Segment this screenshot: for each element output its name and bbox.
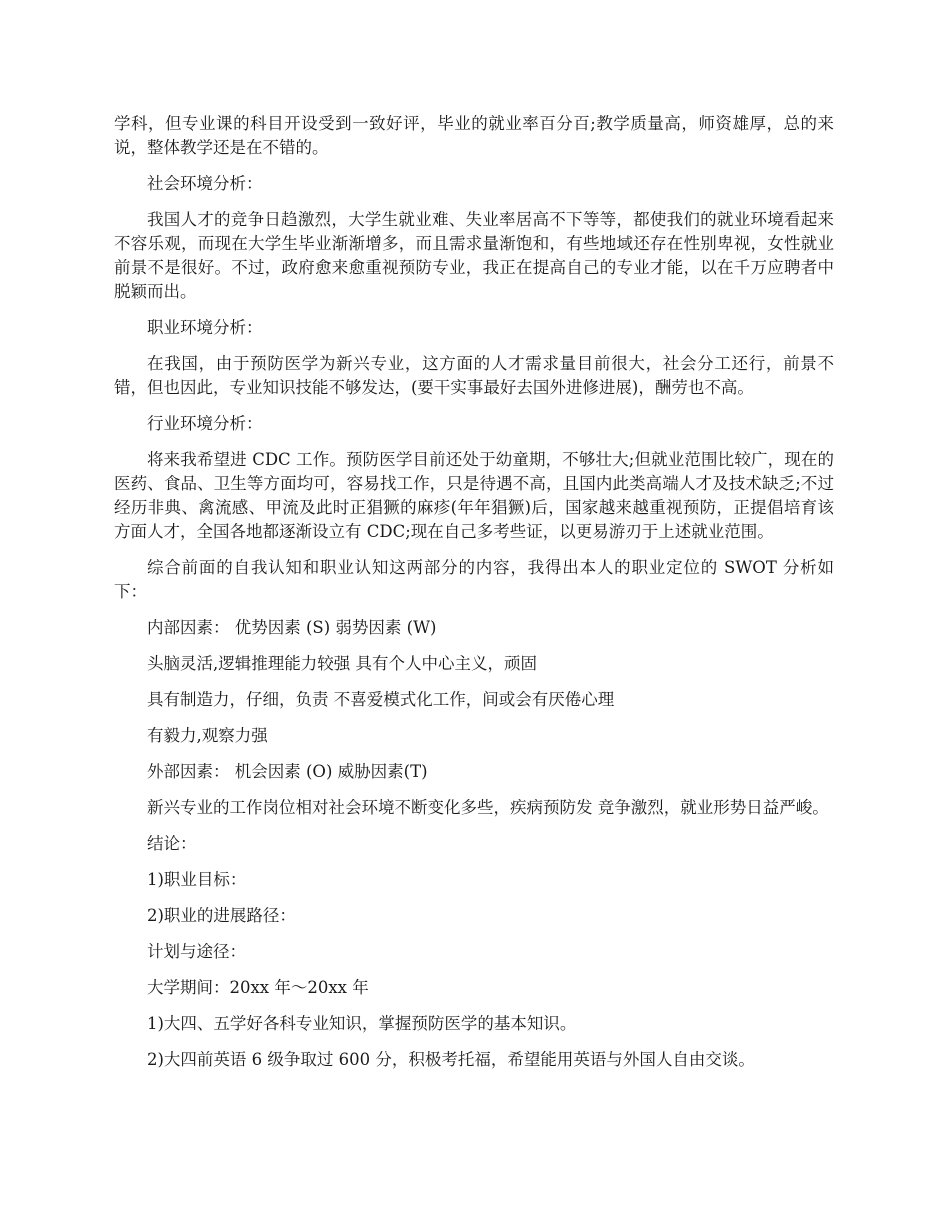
plan-item-1: 1)大四、五学好各科专业知识，掌握预防医学的基本知识。 <box>147 1014 577 1033</box>
paragraph-1: 学科，但专业课的科目开设受到一致好评，毕业的就业率百分百;教学质量高，师资雄厚，总的来说，整体教学还是在不错的。 <box>114 114 834 157</box>
paragraph-industry-environment: 将来我希望进 CDC 工作。预防医学目前还处于幼童期，不够壮大;但就业范围比较广，现在的医药、食品、卫生等方面均可，容易找工作，只是待遇不高，且国内此类高端人才及技术缺乏;不过经历非典、禽流感、甲流及此时正猖獗的麻疹(年年猖獗)后，国家越来越重视预防，正提倡培育该方面人才，全国各地都逐渐设立有 CDC;现在自己多考些证，以更易游刃于上述就业范围。 <box>114 450 834 541</box>
heading-career-environment: 职业环境分析： <box>147 318 263 337</box>
paragraph-social-environment: 我国人才的竞争日趋激烈，大学生就业难、失业率居高不下等等，都使我们的就业环境看起来不容乐观，而现在大学生毕业渐渐增多，而且需求量渐饱和，有些地域还存在性别卑视，女性就业前景不是很好。不过，政府愈来愈重视预防专业，我正在提高自己的专业才能，以在千万应聘者中脱颖而出。 <box>114 210 834 301</box>
heading-conclusion: 结论： <box>147 834 197 853</box>
paragraph-career-environment: 在我国，由于预防医学为新兴专业，这方面的人才需求量目前很大，社会分工还行，前景不错，但也因此，专业知识技能不够发达，(要干实事最好去国外进修进展)，酬劳也不高。 <box>114 354 834 397</box>
swot-internal-row-1: 头脑灵活,逻辑推理能力较强 具有个人中心主义，顽固 <box>147 654 537 673</box>
conclusion-item-1: 1)职业目标： <box>147 870 247 889</box>
heading-plan: 计划与途径： <box>147 942 246 961</box>
conclusion-item-2: 2)职业的进展路径： <box>147 906 296 925</box>
heading-industry-environment: 行业环境分析： <box>147 414 263 433</box>
swot-internal-factors: 内部因素： 优势因素 (S) 弱势因素 (W) <box>147 618 437 637</box>
swot-external-row-1: 新兴专业的工作岗位相对社会环境不断变化多些，疾病预防发 竞争激烈，就业形势日益严峻。 <box>147 798 829 817</box>
swot-internal-row-2: 具有制造力，仔细，负责 不喜爱模式化工作，间或会有厌倦心理 <box>147 690 615 709</box>
plan-item-2: 2)大四前英语 6 级争取过 600 分，积极考托福，希望能用英语与外国人自由交谈。 <box>147 1050 755 1069</box>
swot-external-factors: 外部因素： 机会因素 (O) 威胁因素(T) <box>147 762 428 781</box>
plan-period: 大学期间：20xx 年～20xx 年 <box>147 978 369 997</box>
document-body <box>114 112 834 1084</box>
paragraph-swot-intro: 综合前面的自我认知和职业认知这两部分的内容，我得出本人的职业定位的 SWOT 分析如下： <box>114 558 834 601</box>
heading-social-environment: 社会环境分析： <box>147 174 263 193</box>
swot-internal-row-3: 有毅力,观察力强 <box>147 726 268 745</box>
